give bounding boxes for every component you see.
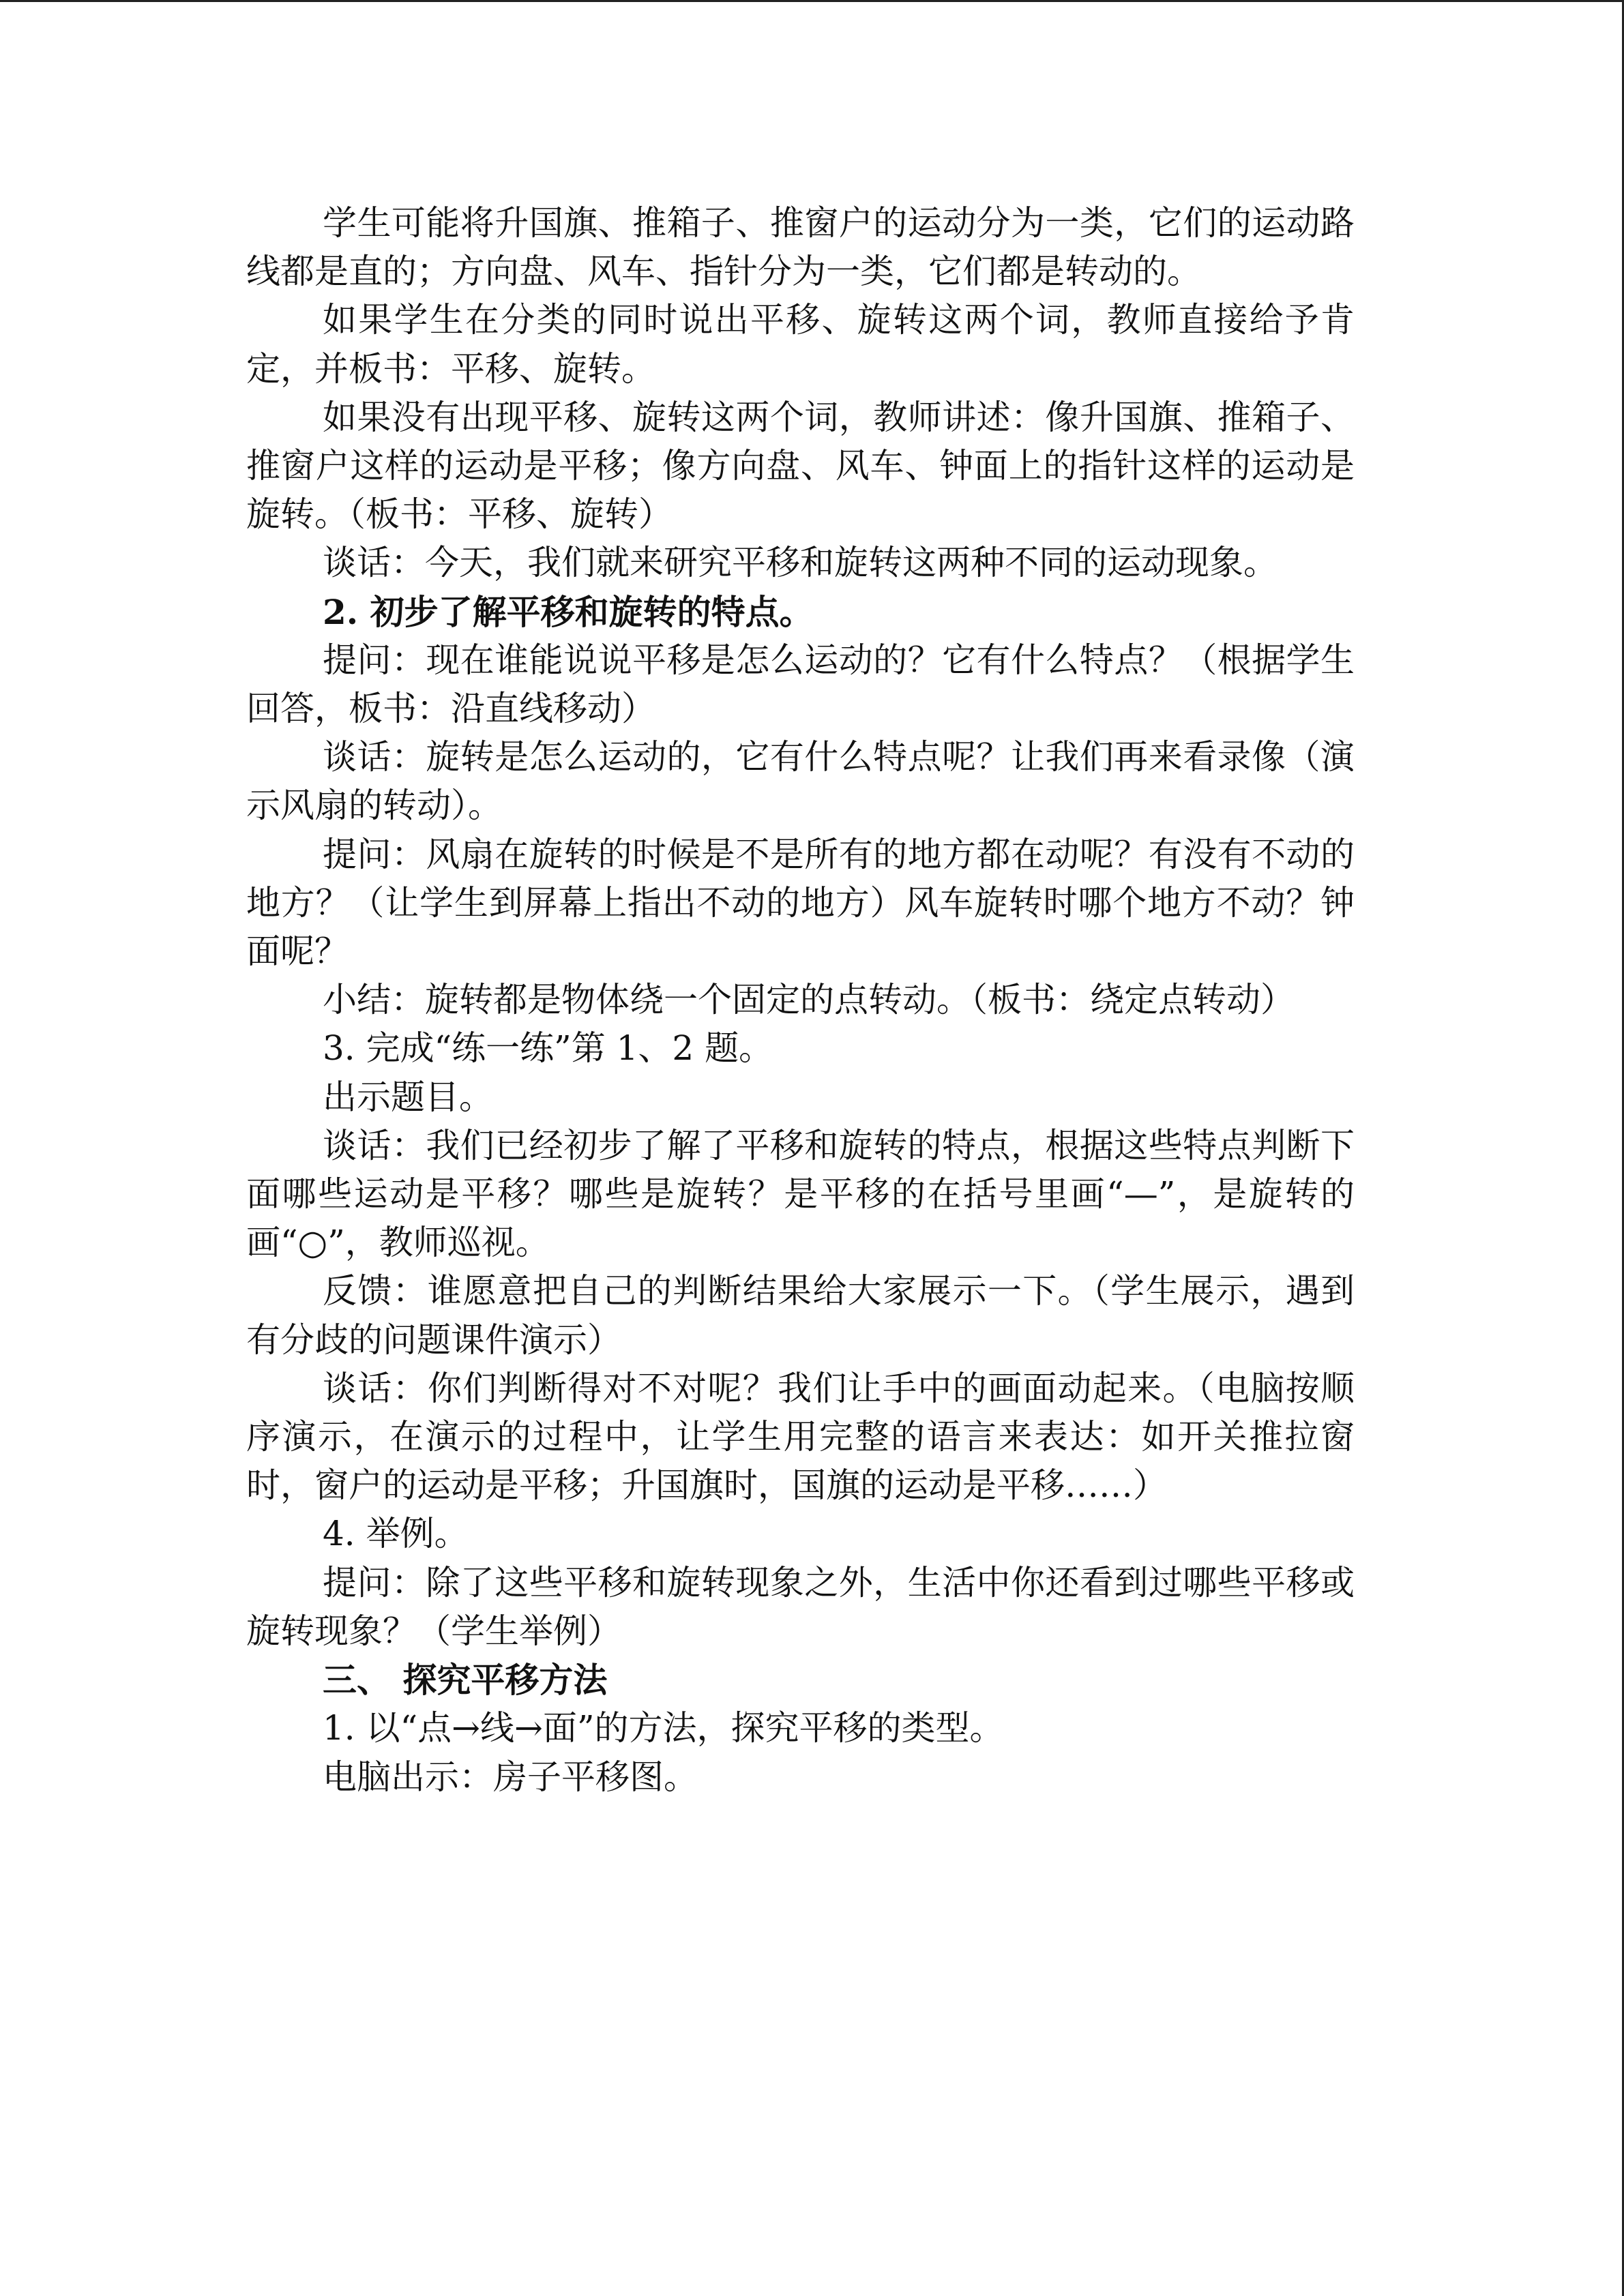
- paragraph: 提问：除了这些平移和旋转现象之外，生活中你还看到过哪些平移或旋转现象？（学生举例）: [246, 1562, 1355, 1651]
- document-body: [246, 199, 1355, 1802]
- paragraph: 谈话：我们已经初步了解了平移和旋转的特点，根据这些特点判断下面哪些运动是平移？哪些是旋转？是平移的在括号里画“—”，是旋转的画“○”，教师巡视。: [246, 1125, 1355, 1263]
- paragraph: 提问：现在谁能说说平移是怎么运动的？它有什么特点？（根据学生回答，板书：沿直线移动）: [246, 640, 1355, 729]
- section-heading: 三、 探究平移方法: [323, 1660, 608, 1701]
- paragraph: 3. 完成“练一练”第 1、2 题。: [323, 1028, 773, 1069]
- paragraph: 学生可能将升国旗、推箱子、推窗户的运动分为一类，它们的运动路线都是直的；方向盘、风车、指针分为一类，它们都是转动的。: [246, 203, 1355, 292]
- paragraph: 提问：风扇在旋转的时候是不是所有的地方都在动呢？有没有不动的地方？（让学生到屏幕上指出不动的地方）风车旋转时哪个地方不动？钟面呢？: [246, 834, 1355, 972]
- paragraph: 小结：旋转都是物体绕一个固定的点转动。（板书：绕定点转动）: [323, 980, 1295, 1020]
- paragraph: 电脑出示：房子平移图。: [323, 1757, 698, 1797]
- paragraph: 谈话：你们判断得对不对呢？我们让手中的画面动起来。（电脑按顺序演示，在演示的过程中，让学生用完整的语言来表达：如开关推拉窗时，窗户的运动是平移；升国旗时，国旗的运动是平移……）: [246, 1368, 1355, 1506]
- paragraph: 谈话：今天，我们就来研究平移和旋转这两种不同的运动现象。: [323, 543, 1278, 583]
- paragraph: 反馈：谁愿意把自己的判断结果给大家展示一下。（学生展示，遇到有分歧的问题课件演示）: [246, 1271, 1355, 1360]
- paragraph: 1. 以“点→线→面”的方法，探究平移的类型。: [323, 1708, 1004, 1748]
- paragraph: 谈话：旋转是怎么运动的，它有什么特点呢？让我们再来看录像（演示风扇的转动）。: [246, 737, 1355, 826]
- paragraph: 如果学生在分类的同时说出平移、旋转这两个词，教师直接给予肯定，并板书：平移、旋转。: [246, 300, 1355, 389]
- paragraph: 如果没有出现平移、旋转这两个词，教师讲述：像升国旗、推箱子、推窗户这样的运动是平移；像方向盘、风车、钟面上的指针这样的运动是旋转。（板书：平移、旋转）: [246, 397, 1355, 535]
- paragraph: 4. 举例。: [323, 1514, 469, 1554]
- paragraph: 出示题目。: [323, 1077, 493, 1117]
- section-heading: 2. 初步了解平移和旋转的特点。: [323, 591, 814, 632]
